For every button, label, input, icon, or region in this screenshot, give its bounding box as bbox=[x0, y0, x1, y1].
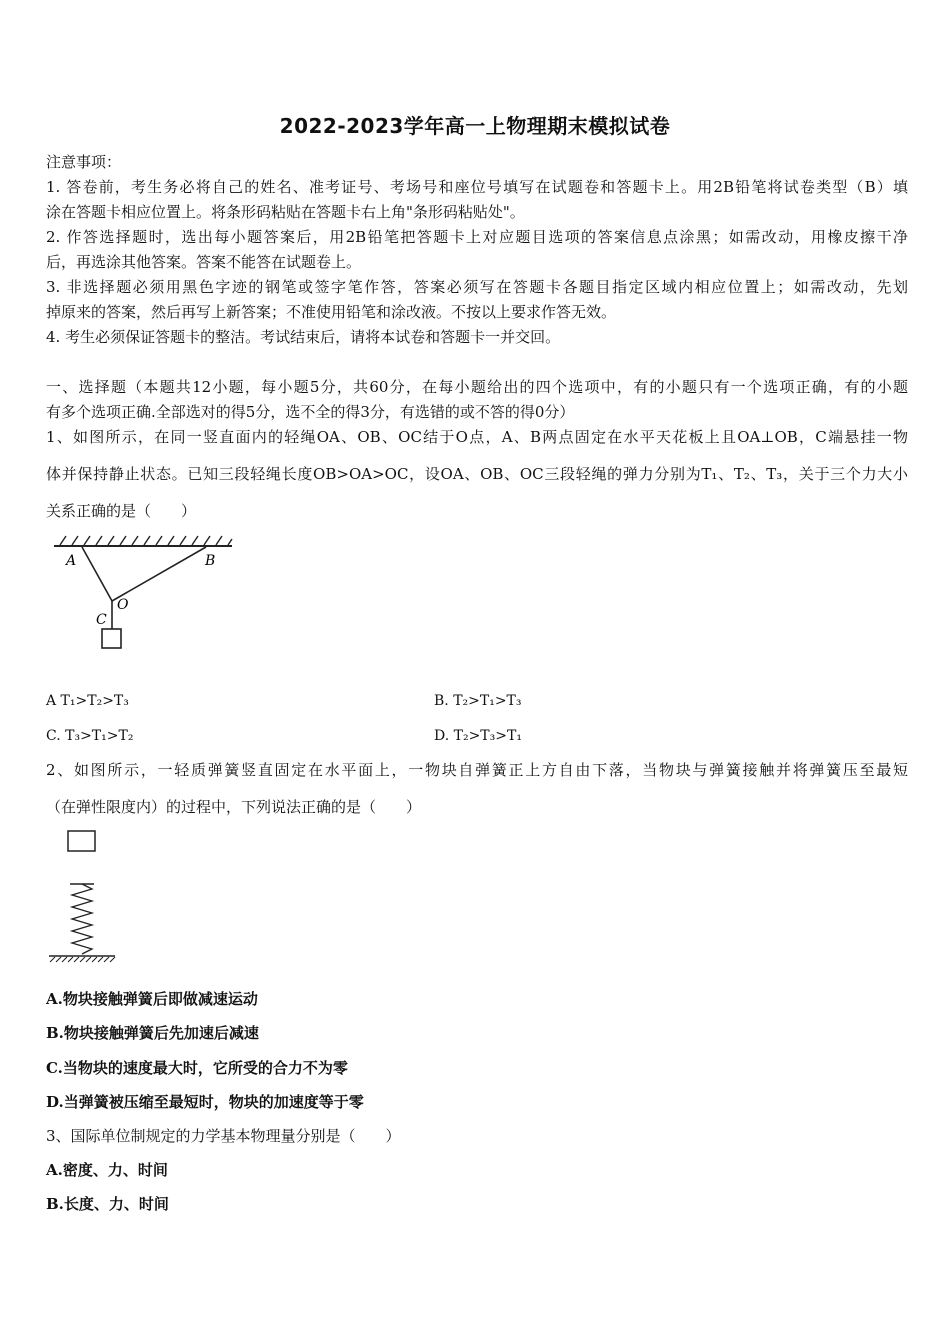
q3-option-b: B.长度、力、时间 bbox=[46, 1195, 169, 1213]
question-3-text: 3、国际单位制规定的力学基本物理量分别是（ ） bbox=[46, 1127, 401, 1145]
question-1-text: 体并保持静止状态。已知三段轻绳长度OB>OA>OC，设OA、OB、OC三段轻绳的弹力分别为T₁、T₂、T₃，关于三个力大小 bbox=[46, 465, 908, 483]
notice-line: 1. 答卷前，考生务必将自己的姓名、准考证号、考场号和座位号填写在试题卷和答题卡上。用2B铅笔将试卷类型（B）填 bbox=[46, 178, 908, 196]
notice-heading: 注意事项： bbox=[46, 153, 122, 171]
point-a-label: A bbox=[66, 553, 77, 569]
page-title: 2022-2023学年高一上物理期末模拟试卷 bbox=[279, 114, 671, 138]
q3-option-a: A.密度、力、时间 bbox=[46, 1161, 168, 1179]
q1-option-c: C. T₃>T₁>T₂ bbox=[46, 728, 134, 744]
section-heading: 有多个选项正确.全部选对的得5分，选不全的得3分，有选错的或不答的得0分） bbox=[46, 403, 575, 421]
point-o-label: O bbox=[117, 597, 129, 613]
question-1-text: 1、如图所示，在同一竖直面内的轻绳OA、OB、OC结于O点，A、B两点固定在水平天花板上且OA⊥OB，C端悬挂一物 bbox=[46, 428, 908, 446]
q1-option-b: B. T₂>T₁>T₃ bbox=[434, 693, 522, 709]
q2-option-a: A.物块接触弹簧后即做减速运动 bbox=[46, 990, 258, 1008]
notice-line: 3. 非选择题必须用黑色字迹的钢笔或签字笔作答，答案必须写在答题卡各题目指定区域内相应位置上；如需改动，先划 bbox=[46, 278, 908, 296]
question-2-text: 2、如图所示，一轻质弹簧竖直固定在水平面上，一物块自弹簧正上方自由下落，当物块与弹簧接触并将弹簧压至最短 bbox=[46, 761, 908, 779]
notice-line: 4. 考生必须保证答题卡的整洁。考试结束后，请将本试卷和答题卡一并交回。 bbox=[46, 328, 561, 346]
rope-knot-figure bbox=[46, 533, 241, 658]
notice-line: 涂在答题卡相应位置上。将条形码粘贴在答题卡右上角"条形码粘贴处"。 bbox=[46, 203, 525, 221]
q2-option-b: B.物块接触弹簧后先加速后减速 bbox=[46, 1024, 259, 1042]
spring-block-figure bbox=[46, 828, 121, 966]
q2-option-d: D.当弹簧被压缩至最短时，物块的加速度等于零 bbox=[46, 1093, 364, 1111]
q1-option-a: A T₁>T₂>T₃ bbox=[46, 693, 129, 709]
notice-line: 后，再选涂其他答案。答案不能答在试题卷上。 bbox=[46, 253, 362, 271]
notice-line: 掉原来的答案，然后再写上新答案；不准使用铅笔和涂改液。不按以上要求作答无效。 bbox=[46, 303, 617, 321]
question-2-text: （在弹性限度内）的过程中，下列说法正确的是（ ） bbox=[46, 798, 422, 816]
section-heading: 一、选择题（本题共12小题，每小题5分，共60分，在每小题给出的四个选项中，有的小题只有一个选项正确，有的小题 bbox=[46, 378, 908, 396]
q1-option-d: D. T₂>T₃>T₁ bbox=[434, 728, 522, 744]
point-c-label: C bbox=[96, 612, 107, 628]
question-1-text: 关系正确的是（ ） bbox=[46, 502, 197, 520]
point-b-label: B bbox=[205, 553, 216, 569]
q2-option-c: C.当物块的速度最大时，它所受的合力不为零 bbox=[46, 1059, 348, 1077]
notice-line: 2. 作答选择题时，选出每小题答案后，用2B铅笔把答题卡上对应题目选项的答案信息点涂黑；如需改动，用橡皮擦干净 bbox=[46, 228, 908, 246]
